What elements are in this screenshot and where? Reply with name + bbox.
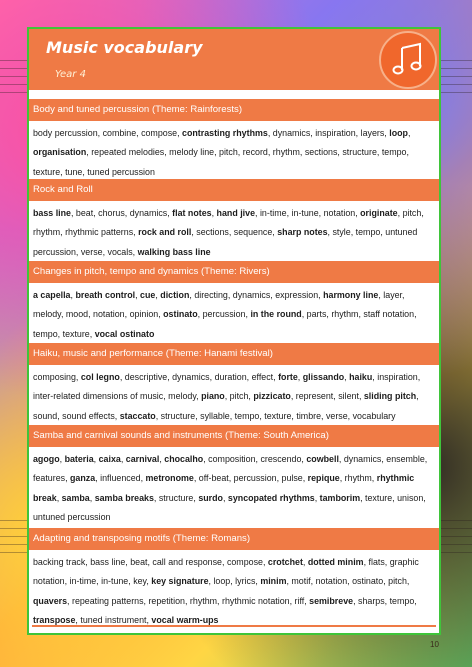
vocab-term: agogo: [33, 454, 60, 464]
vocab-term: dynamics: [343, 454, 382, 464]
vocab-term: composition: [208, 454, 256, 464]
vocab-term: flats: [368, 557, 385, 567]
vocab-term: structure: [160, 410, 196, 421]
vocab-term: rhythm: [189, 595, 218, 606]
vocab-term: rock and roll: [138, 227, 192, 238]
vocab-term: pitch: [219, 147, 238, 158]
vocab-term: tempo: [234, 410, 260, 421]
section-heading: Body and tuned percussion (Theme: Rainforests): [29, 99, 439, 121]
vocab-term: notation: [323, 208, 356, 218]
vocab-term: in-time: [69, 576, 97, 587]
vocab-term: parts: [306, 309, 327, 320]
vocab-term: rhythm: [331, 309, 359, 320]
section-rock-and-roll: [29, 179, 439, 261]
vocab-term: syllable: [200, 410, 230, 421]
vocab-term: combine: [102, 128, 137, 138]
year-label: Year 4: [55, 69, 86, 80]
vocab-term: tempo: [381, 147, 407, 158]
vocab-term: rhythm: [33, 227, 61, 238]
vocab-term: minim: [260, 576, 287, 587]
vocab-term: samba breaks: [94, 492, 154, 503]
vocab-term: crescendo: [260, 454, 302, 464]
section-terms: backing track, bass line, beat, call and response, compose, crotchet, dotted minim, flats, graphic notation, in-time, in-tune, key, key signature, loop, lyrics, minim, motif, notation, ostinato, pitch, quavers, repeating patterns, repetition, rhythm, rhythmic notation, riff, semibreve, sharps, tempo, transpose, tuned instrument, vocal warm-ups: [33, 557, 419, 626]
vocab-term: rhythmic patterns: [65, 227, 134, 238]
vocab-term: dynamics: [129, 208, 168, 218]
vocab-term: tempo: [389, 595, 415, 606]
vocab-term: tempo: [355, 227, 381, 238]
vocab-term: texture: [33, 166, 61, 177]
vocab-term: repeated melodies: [91, 147, 165, 158]
section-heading: Samba and carnival sounds and instruments (Theme: South America): [29, 425, 439, 447]
vocab-term: structure: [342, 147, 377, 158]
section-terms: body percussion, combine, compose, contrasting rhythms, dynamics, inspiration, layers, loop, organisation, repeated melodies, melody line, pitch, record, rhythm, sections, structure, tempo, texture, tune, tuned percussion: [33, 128, 411, 177]
vocab-term: sound effects: [62, 410, 115, 421]
vocab-term: opinion: [129, 309, 159, 320]
vocab-term: represent: [295, 391, 334, 402]
vocab-term: in the round: [250, 309, 302, 320]
section-rivers: [29, 261, 439, 343]
vocab-term: samba: [61, 492, 90, 503]
vocab-term: key signature: [151, 576, 209, 587]
vocab-term: mood: [65, 309, 89, 320]
page-title: Music vocabulary: [46, 38, 203, 57]
vocab-term: tune: [65, 166, 83, 177]
vocab-term: vocabulary: [352, 410, 396, 421]
vocab-term: off-beat: [198, 473, 229, 484]
vocab-term: notation: [93, 309, 125, 320]
vocab-term: chocalho: [164, 454, 204, 464]
vocab-term: timbre: [296, 410, 322, 421]
vocab-term: dynamics: [232, 290, 271, 300]
vocab-term: lyrics: [235, 576, 256, 587]
section-heading: Changes in pitch, tempo and dynamics (Theme: Rivers): [29, 261, 439, 283]
vocab-term: repetition: [148, 595, 185, 606]
vocab-term: melody: [168, 391, 197, 402]
vocab-term: repeating patterns: [71, 595, 144, 606]
vocab-term: composing: [33, 372, 76, 382]
vocab-term: ostinato: [163, 309, 198, 320]
vocab-term: untuned percussion: [33, 512, 111, 523]
vocab-term: flat notes: [172, 208, 212, 218]
vocab-term: originate: [360, 208, 398, 218]
vocab-term: key: [133, 576, 147, 587]
vocab-term: sections: [196, 227, 229, 238]
vocab-term: compose: [226, 557, 263, 567]
vocab-term: staccato: [119, 410, 156, 421]
vocab-term: texture: [365, 492, 393, 503]
vocab-term: sharps: [358, 595, 385, 606]
vocab-term: silent: [338, 391, 359, 402]
vocab-term: inter-related dimensions of music: [33, 391, 164, 402]
vocab-term: metronome: [145, 473, 194, 484]
section-rainforests: [29, 99, 439, 179]
vocab-term: repique: [307, 473, 340, 484]
vocab-term: semibreve: [309, 595, 354, 606]
vocab-term: body percussion: [33, 128, 98, 138]
vocab-term: tuned instrument: [80, 615, 147, 626]
section-heading: Adapting and transposing motifs (Theme: Romans): [29, 528, 439, 550]
vocab-term: features: [33, 473, 66, 484]
vocab-term: sliding pitch: [363, 391, 417, 402]
vocab-term: loop: [213, 576, 231, 587]
vocab-term: sections: [304, 147, 338, 158]
vocab-term: pizzicato: [253, 391, 291, 402]
section-heading: Haiku, music and performance (Theme: Hanami festival): [29, 343, 439, 365]
section-hanami: [29, 343, 439, 425]
vocab-term: a capella: [33, 290, 71, 300]
music-logo: [379, 31, 437, 89]
vocab-term: ensemble: [386, 454, 425, 464]
vocab-term: quavers: [33, 595, 68, 606]
vocab-term: influenced: [100, 473, 141, 484]
vocab-term: directing: [194, 290, 228, 300]
vocab-term: notation: [315, 576, 348, 587]
vocab-term: pitch: [388, 576, 407, 587]
vocab-term: tempo: [33, 328, 58, 339]
vocab-term: crotchet: [267, 557, 303, 567]
vocab-term: walking bass line: [137, 246, 211, 257]
vocab-term: pitch: [229, 391, 249, 402]
vocab-term: compose: [141, 128, 178, 138]
vocab-term: inspiration: [315, 128, 356, 138]
vocab-term: style: [332, 227, 351, 238]
vocab-term: duration: [214, 372, 247, 382]
vocab-term: chorus: [98, 208, 125, 218]
vocab-term: harmony line: [323, 290, 379, 300]
vocab-term: call and response: [152, 557, 222, 567]
vocab-term: descriptive: [124, 372, 168, 382]
vocab-term: expression: [275, 290, 319, 300]
section-terms: composing, col legno, descriptive, dynamics, duration, effect, forte, glissando, haiku, inspiration, inter-related dimensions of music, melody, piano, pitch, pizzicato, represent, silent, sliding pitch, sound, sound effects, staccato, structure, syllable, tempo, texture, timbre, verse, vocabulary: [33, 372, 421, 421]
vocab-term: vocals: [107, 246, 133, 257]
section-terms: bass line, beat, chorus, dynamics, flat notes, hand jive, in-time, in-tune, notation, originate, pitch, rhythm, rhythmic patterns, rock and roll, sections, sequence, sharp notes, style, tempo, untuned percussion, verse, vocals, walking bass line: [33, 208, 424, 257]
vocab-term: beat: [130, 557, 148, 567]
vocab-term: col legno: [80, 372, 120, 382]
vocab-term: graphic notation: [33, 557, 419, 587]
vocab-term: tamborim: [319, 492, 361, 503]
vocab-term: texture: [264, 410, 292, 421]
vocab-term: carnival: [125, 454, 160, 464]
vocab-term: pulse: [281, 473, 303, 484]
vocab-term: percussion: [233, 473, 277, 484]
vocab-term: pitch: [402, 208, 422, 218]
vocab-term: in-tune: [291, 208, 319, 218]
vocab-term: melody: [33, 309, 61, 320]
vocab-term: layer: [383, 290, 403, 300]
vocab-term: in-time: [259, 208, 287, 218]
section-heading: Rock and Roll: [29, 179, 439, 201]
vocab-term: percussion: [202, 309, 246, 320]
vocab-term: vocal warm-ups: [151, 615, 219, 626]
vocab-term: texture: [62, 328, 90, 339]
vocab-term: structure: [158, 492, 194, 503]
vocab-term: piano: [201, 391, 225, 402]
vocab-term: untuned percussion: [33, 227, 418, 257]
vocab-term: contrasting rhythms: [182, 128, 268, 138]
header-banner: [29, 29, 439, 90]
vocab-term: dynamics: [272, 128, 311, 138]
sections-container: [29, 99, 439, 629]
vocab-term: glissando: [302, 372, 345, 382]
vocab-term: bass line: [90, 557, 126, 567]
section-terms: agogo, bateria, caixa, carnival, chocalho, composition, crescendo, cowbell, dynamics, ensemble, features, ganza, influenced, metronome, off-beat, percussion, pulse, repique, rhythm, rhythmic break, samba, samba breaks, structure, surdo, syncopated rhythms, tamborim, texture, unison, untuned percussion: [33, 454, 428, 523]
vocab-term: hand jive: [216, 208, 256, 218]
vocab-term: sound: [33, 410, 58, 421]
vocab-term: loop: [389, 128, 408, 138]
vocab-term: organisation: [33, 147, 87, 158]
vocab-term: verse: [325, 410, 348, 421]
vocab-term: haiku: [349, 372, 373, 382]
vocab-term: backing track: [33, 557, 86, 567]
vocab-term: sequence: [233, 227, 273, 238]
music-note-icon: [390, 42, 426, 78]
section-romans: [29, 528, 439, 629]
footer-rule: [32, 625, 436, 627]
vocab-term: beat: [75, 208, 94, 218]
vocab-term: melody line: [169, 147, 215, 158]
page-number: 10: [430, 640, 439, 649]
vocab-term: inspiration: [377, 372, 418, 382]
section-terms: a capella, breath control, cue, diction, directing, dynamics, expression, harmony line, layer, melody, mood, notation, opinion, ostinato, percussion, in the round, parts, rhythm, staff notation, tempo, texture, vocal ostinato: [33, 290, 417, 339]
vocab-term: rhythmic break: [33, 473, 415, 503]
vocab-term: cue: [140, 290, 156, 300]
section-south-america: [29, 425, 439, 528]
vocab-term: record: [242, 147, 268, 158]
vocab-term: bateria: [64, 454, 94, 464]
vocab-term: sharp notes: [277, 227, 328, 238]
vocab-term: staff notation: [363, 309, 415, 320]
vocab-term: forte: [278, 372, 298, 382]
vocab-term: rhythmic notation: [221, 595, 290, 606]
vocab-term: layers: [360, 128, 385, 138]
vocab-term: dynamics: [172, 372, 210, 382]
vocab-term: syncopated rhythms: [227, 492, 315, 503]
vocab-term: rhythm: [344, 473, 372, 484]
vocab-term: effect: [251, 372, 274, 382]
vocab-term: riff: [294, 595, 305, 606]
vocab-term: bass line: [33, 208, 71, 218]
vocabulary-sheet: [27, 27, 441, 635]
vocab-term: surdo: [198, 492, 223, 503]
vocab-term: vocal ostinato: [94, 328, 155, 339]
vocab-term: ganza: [70, 473, 96, 484]
vocab-term: verse: [80, 246, 103, 257]
vocab-term: caixa: [98, 454, 121, 464]
vocab-term: motif: [291, 576, 311, 587]
vocab-term: rhythm: [272, 147, 300, 158]
vocab-term: tuned percussion: [87, 166, 155, 177]
vocab-term: cowbell: [306, 454, 339, 464]
vocab-term: breath control: [75, 290, 136, 300]
vocab-term: dotted minim: [307, 557, 364, 567]
vocab-term: transpose: [33, 615, 76, 626]
vocab-term: diction: [160, 290, 190, 300]
vocab-term: unison: [397, 492, 424, 503]
vocab-term: in-tune: [101, 576, 129, 587]
vocab-term: ostinato: [352, 576, 384, 587]
